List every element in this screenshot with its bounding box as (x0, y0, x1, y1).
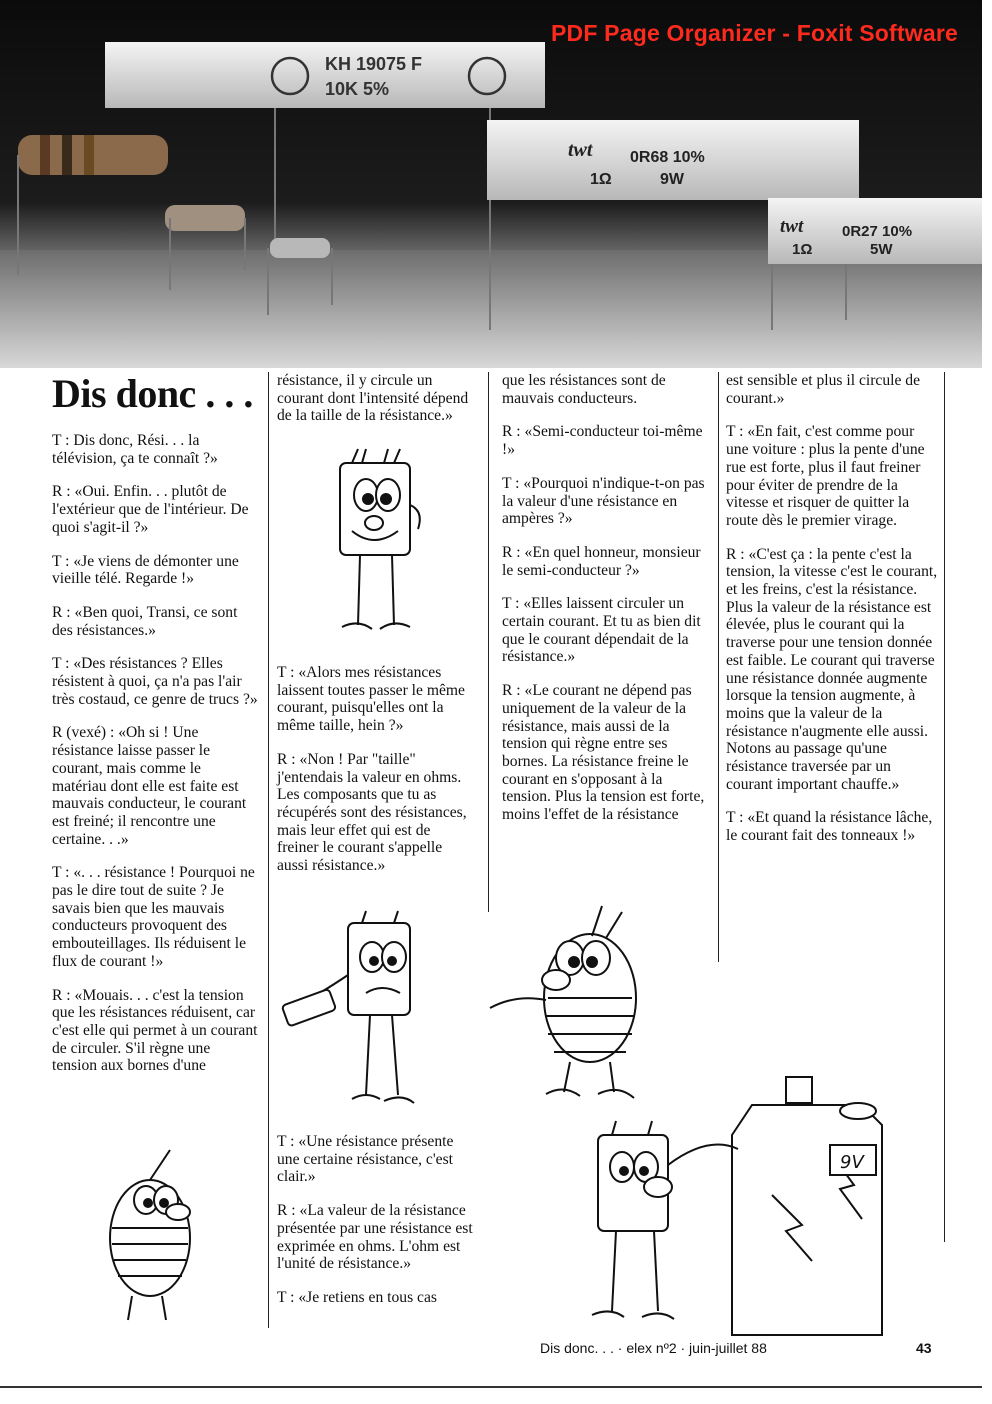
battery-label: 9V (840, 1152, 864, 1173)
page-footer: Dis donc. . . · elex nº2 · juin-juillet 88 (540, 1340, 767, 1356)
paragraph: T : «Alors mes résistances laissent toutes passer le même courant, puisqu'elles ont la même taille, hein ?» (277, 664, 465, 735)
paragraph: R : «Ben quoi, Transi, ce sont des résistances.» (52, 603, 238, 639)
resistor-3-code: 0R27 10% (842, 223, 913, 240)
paragraph: R : «Mouais. . . c'est la tension que les résistances réduisent, car c'est elle qui permet à un courant de circuler. S'il règne une tension aux bornes d'une (52, 986, 258, 1075)
battery-icon (732, 1105, 882, 1335)
paragraph: R : «En quel honneur, monsieur le semi-conducteur ?» (502, 543, 701, 579)
paragraph: R : «Semi-conducteur toi-même !» (502, 423, 703, 459)
paragraph: R : «Non ! Par "taille" j'entendais la valeur en ohms. Les composants que tu as récupérés sont des résistances, mais leur effet qui est de freiner le courant s'appelle aussi résistance.» (277, 750, 467, 875)
paragraph: est sensible et plus il circule de courant.» (726, 372, 921, 407)
paragraph: R (vexé) : «Oh si ! Une résistance laisse passer le courant, mais comme le matériau dont elle est faite est mauvais conducteur, le courant est freiné; il rencontre une certaine. . .» (52, 724, 247, 848)
resistor-1-code: KH 19075 F (325, 54, 423, 74)
resi-battery-illustration (572, 1075, 902, 1345)
paragraph: R : «Oui. Enfin. . . plutôt de l'extérieur que de l'intérieur. De quoi s'agit-il ?» (52, 483, 249, 536)
paragraph: T : «Je retiens en tous cas (277, 1288, 437, 1306)
resistor-2-brand: twt (568, 139, 593, 161)
resi-remote-illustration (278, 905, 478, 1120)
paragraph: T : «Je viens de démonter une vieille télé. Regarde !» (52, 552, 239, 588)
paragraph: T : «Et quand la résistance lâche, le courant fait des tonneaux !» (726, 809, 933, 845)
paragraph: que les résistances sont de mauvais conducteurs. (502, 372, 666, 407)
column-rule (718, 372, 719, 962)
paragraph: T : «Une résistance présente une certaine résistance, c'est clair.» (277, 1133, 454, 1186)
page-edge (982, 0, 992, 1404)
article-column-2-bottom (277, 1133, 475, 1323)
column-rule (944, 372, 945, 1242)
transi-character-illustration (92, 1148, 212, 1328)
paragraph: T : «Des résistances ? Elles résistent à quoi, ça n'a pas l'air très costaud, ce genre de trucs ?» (52, 655, 258, 708)
paragraph: T : «Pourquoi n'indique-t-on pas la valeur d'une résistance en ampères ?» (502, 474, 705, 528)
resistor-1-value: 10K 5% (325, 79, 390, 99)
paragraph: T : Dis donc, Rési. . . la télévision, ça te connaît ?» (52, 432, 218, 467)
resi-character-illustration (322, 445, 432, 660)
article-column-2-mid (277, 664, 475, 891)
paragraph: T : «En fait, c'est comme pour une voiture : plus la pente d'une rue est forte, plus il faut freiner pour éviter de prendre de la vitesse et risquer de quitter la route dès le premier virage. (726, 423, 925, 529)
article-column-4 (726, 372, 938, 861)
resistor-2-ohm: 1Ω (590, 171, 612, 188)
article-column-1 (52, 372, 258, 1091)
paragraph: résistance, il y circule un courant dont l'intensité dépend de la taille de la résistance.» (277, 372, 469, 425)
article-column-3 (502, 372, 708, 840)
column-rule (268, 372, 269, 1328)
header-photo (0, 0, 982, 368)
paragraph: R : «La valeur de la résistance présentée par une résistance est exprimée en ohms. L'ohm est l'unité de résistance.» (277, 1202, 473, 1273)
paragraph: R : «C'est ça : la pente c'est la tension, la vitesse c'est le courant, et les freins, c'est la résistance. Plus la valeur de la résistance est élevée, plus le courant qui la traverse pour une tension donnée est faible. Le courant qui traverse une résistance donnée augmente lorsque la tension augmente, à moins que la valeur de la résistance n'augmente elle aussi. Notons au passage qu'une résistance traversée par un courant important chauffe.» (726, 545, 938, 793)
resistor-2-code: 0R68 10% (630, 149, 705, 166)
paragraph: T : «Elles laissent circuler un certain courant. Et tu as bien dit que le courant dépendait de la résistance.» (502, 595, 701, 666)
resistor-3-ohm: 1Ω (792, 241, 813, 258)
bottom-border (0, 1386, 982, 1388)
resistor-3-watt: 5W (870, 241, 893, 258)
axial-resistor-2 (165, 205, 245, 231)
paragraph: T : «. . . résistance ! Pourquoi ne pas le dire tout de suite ? Je savais bien que les mauvais conducteurs provoquent des embouteillages. Ils réduisent le flux de courant !» (52, 864, 255, 970)
column-rule (488, 372, 489, 912)
article-column-2 (277, 372, 475, 441)
article-title: Dis donc . . . (52, 371, 253, 416)
page-number: 43 (916, 1340, 932, 1356)
resistor-2-watt: 9W (660, 171, 684, 188)
watermark: PDF Page Organizer - Foxit Software (550, 20, 958, 46)
resistors-photo (0, 0, 982, 368)
resistor-3-brand: twt (780, 216, 804, 237)
paragraph: R : «Le courant ne dépend pas uniquement de la valeur de la résistance, mais aussi de la tension qui règne entre ses bornes. La résistance freine le courant en s'opposant à la tension. Plus la tension est forte, moins l'effet de la résistance (502, 682, 705, 824)
axial-resistor-3 (270, 238, 330, 258)
